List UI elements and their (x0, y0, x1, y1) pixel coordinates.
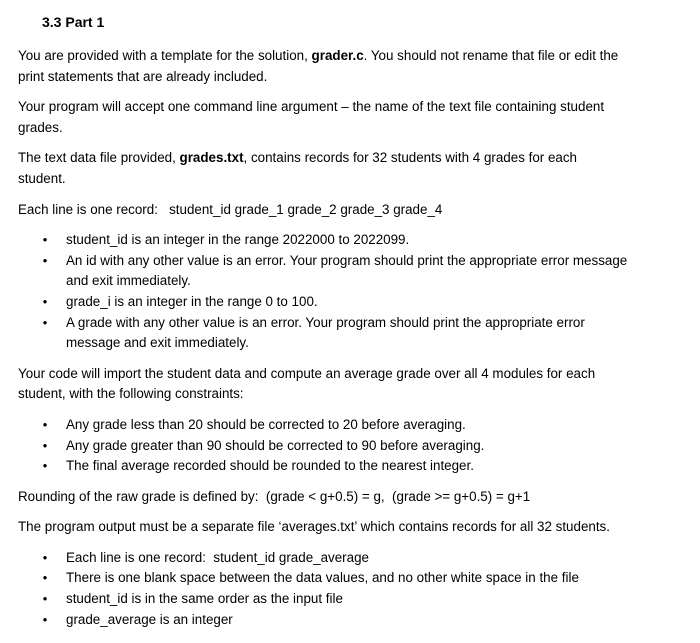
p3-text-before: The text data file provided, (18, 150, 180, 166)
paragraph-record-format: Each line is one record: student_id grade_1 grade_2 grade_3 grade_4 (18, 201, 443, 217)
paragraph-command-line: Your program will accept one command line argument – the name of the text file containing student grades. (18, 99, 605, 135)
list-item-text: A grade with any other value is an error. Your program should print the appropriate error message and exit immediately. (66, 314, 585, 351)
p1-text-before: You are provided with a template for the solution, (18, 48, 312, 63)
p3-filename: grades.txt (179, 150, 244, 166)
bullet-icon: • (42, 314, 48, 330)
bullet-icon: • (42, 549, 48, 565)
list-item (18, 568, 670, 589)
list-item-text: Any grade less than 20 should be corrected to 20 before averaging. (66, 416, 466, 432)
list-item-text: student_id is an integer in the range 2022000 to 2022099. (66, 232, 410, 248)
p1-filename: grader.c (311, 48, 364, 63)
section-heading: 3.3 Part 1 (42, 14, 105, 30)
list-item (18, 548, 670, 569)
paragraph-rounding-rule: Rounding of the raw grade is defined by: (grade < g+0.5) = g, (grade >= g+0.5) = g+1 (18, 488, 531, 504)
list-item (18, 456, 670, 477)
list-item (18, 292, 638, 313)
list-output-format (18, 548, 670, 630)
list-constraints (18, 415, 670, 477)
bullet-icon: • (42, 293, 48, 309)
p3-text-after: , contains records for 32 students with 4 grades for each student. (18, 150, 577, 186)
list-item-text: The final average recorded should be rounded to the nearest integer. (66, 458, 474, 474)
list-item (18, 610, 670, 631)
list-item (18, 589, 670, 610)
list-item-text: student_id is in the same order as the input file (66, 591, 343, 607)
bullet-icon: • (42, 570, 48, 586)
list-item-text: grade_average is an integer (66, 611, 233, 627)
paragraph-template-intro (18, 46, 638, 87)
bullet-icon: • (42, 611, 48, 627)
list-item (18, 313, 638, 354)
list-item (18, 415, 670, 436)
list-item-text: Any grade greater than 90 should be corrected to 90 before averaging. (66, 437, 485, 453)
paragraph-compute-average: Your code will import the student data and compute an average grade over all 4 modules for each student, with the following constraints: (18, 365, 596, 402)
bullet-icon: • (42, 591, 48, 607)
list-item-text: grade_i is an integer in the range 0 to 100. (66, 293, 318, 309)
list-item-text: There is one blank space between the data values, and no other white space in the file (66, 570, 579, 586)
bullet-icon: • (42, 458, 48, 474)
paragraph-data-file (18, 148, 618, 189)
bullet-icon: • (42, 232, 48, 248)
bullet-icon: • (42, 437, 48, 453)
paragraph-output-file: The program output must be a separate file ‘averages.txt’ which contains records for all 32 students. (18, 519, 610, 535)
p1-text-after: . You should not rename that file or edit the print statements that are already included. (18, 48, 619, 84)
list-item (18, 251, 638, 292)
bullet-icon: • (42, 416, 48, 432)
list-validation-rules (18, 230, 638, 354)
list-item (18, 230, 638, 251)
list-item-text: An id with any other value is an error. Your program should print the appropriate error message and exit immediately. (66, 252, 628, 289)
bullet-icon: • (42, 252, 48, 268)
list-item-text: Each line is one record: student_id grade_average (66, 549, 369, 565)
list-item (18, 436, 670, 457)
